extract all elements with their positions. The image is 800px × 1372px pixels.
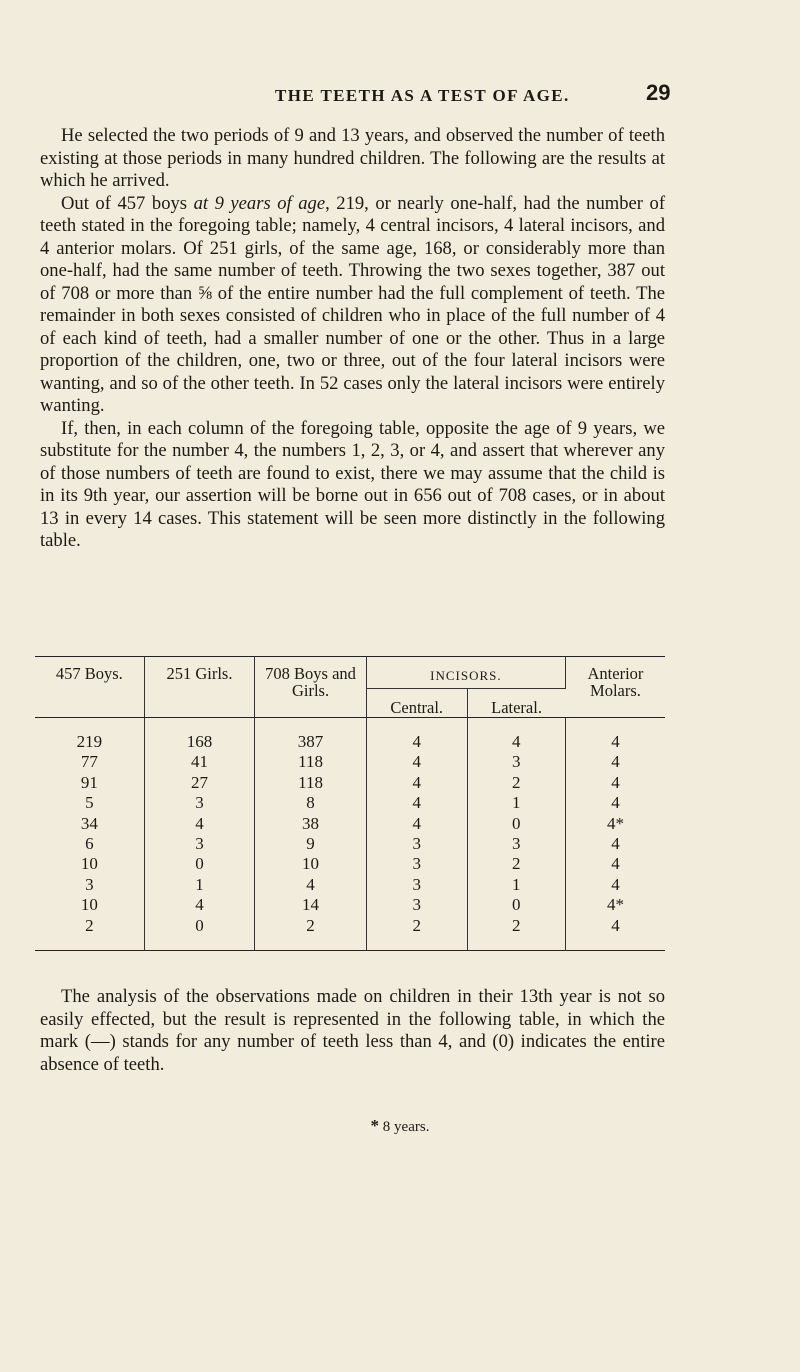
- table-cell: 2: [366, 916, 467, 936]
- table-cell: 219: [35, 732, 144, 752]
- table-cell: 3: [144, 834, 255, 854]
- page-number: 29: [646, 80, 671, 105]
- paragraph: He selected the two periods of 9 and 13 years, and observed the number of teeth existing at those periods in many hundred children. The following are the results at which he arrived.: [40, 125, 665, 191]
- table-cell: 4: [366, 773, 467, 793]
- table-cell: 1: [467, 793, 565, 813]
- table-cell: 4: [611, 854, 620, 874]
- table-row: [35, 875, 665, 895]
- table-cell: 77: [35, 752, 144, 772]
- table-cell: 0: [467, 814, 565, 834]
- table-cell: 34: [35, 814, 144, 834]
- header-incisors: INCISORS.: [366, 657, 565, 689]
- outro-text: [40, 986, 665, 1076]
- table-cell: 2: [255, 916, 367, 936]
- table-cell: 4: [366, 752, 467, 772]
- table-cell: 10: [35, 854, 144, 874]
- table-cell: 3: [366, 895, 467, 915]
- footnote: [0, 1116, 800, 1136]
- header-both: 708 Boys and Girls.: [255, 657, 367, 718]
- table-row: [35, 854, 665, 874]
- table-cell: 4: [366, 793, 467, 813]
- footnote-marker: *: [370, 1116, 380, 1135]
- table-row: [35, 752, 665, 772]
- paragraph: Out of 457 boys at 9 years of age, 219, or nearly one-half, had the number of teeth stated in the foregoing table; namely, 4 central incisors, 4 lateral incisors, and 4 anterior molars. Of 251 girls, of the same age, 168, or considerably more than one-half, had the same number of teeth. Throwing the two sexes together, 387 out of 708 or more than ⅝ of the entire number had the full complement of teeth. The remainder in both sexes consisted of children who in place of the full number of 4 of each kind of teeth, had a smaller number of one or the other. Thus in a large proportion of the children, one, two or three, out of the four lateral incisors were wanting, and so of the other teeth. In 52 cases only the lateral incisors were entirely wanting.: [40, 192, 666, 416]
- emphasis: at 9 years of age: [193, 192, 326, 214]
- header-boys: 457 Boys.: [35, 657, 144, 718]
- table-cell: 4: [611, 772, 620, 792]
- table-cell: 4: [255, 875, 367, 895]
- table-row: [35, 793, 665, 813]
- table-cell: 4: [144, 895, 255, 915]
- table-cell: 0: [144, 916, 255, 936]
- table-cell: 5: [35, 793, 144, 813]
- table-cell: 2: [467, 854, 565, 874]
- table-cell: 4: [366, 732, 467, 752]
- table-cell: 4: [611, 732, 620, 751]
- header-girls: 251 Girls.: [144, 657, 255, 718]
- table-row: [35, 773, 665, 793]
- table-cell: 1: [144, 875, 255, 895]
- table-cell: 4*: [606, 895, 624, 915]
- table-cell: 3: [467, 752, 565, 772]
- table-cell: 10: [35, 895, 144, 915]
- table-cell: 4: [611, 915, 620, 935]
- header-lateral: Lateral.: [467, 689, 565, 718]
- table-cell: 9: [255, 834, 367, 854]
- intro-text: [40, 125, 665, 553]
- table-cell: 118: [255, 773, 367, 793]
- table-cell: 41: [144, 752, 255, 772]
- table-cell: 2: [35, 916, 144, 936]
- table-cell: 3: [467, 834, 565, 854]
- table-cell: 38: [255, 814, 367, 834]
- table-cell: 3: [366, 875, 467, 895]
- header-central: Central.: [366, 689, 467, 718]
- table-cell: 3: [366, 834, 467, 854]
- table-cell: 6: [35, 834, 144, 854]
- table-cell: 2: [467, 916, 565, 936]
- table-body: [35, 718, 665, 951]
- table-cell: 4: [611, 752, 620, 772]
- running-header: [0, 80, 800, 110]
- paragraph: If, then, in each column of the foregoing table, opposite the age of 9 years, we substitute for the number 4, the numbers 1, 2, 3, or 4, and assert that wherever any of those numbers of teeth are found to exist, there we may assume that the child is in its 9th year, our assertion will be borne out in 656 out of 708 cases, or in about 13 in every 14 cases. This statement will be seen more distinctly in the following table.: [40, 417, 665, 551]
- table-row: [35, 732, 665, 752]
- footnote-text: 8 years.: [379, 1119, 430, 1135]
- table-cell: 4: [467, 732, 565, 752]
- table-cell: 3: [366, 854, 467, 874]
- table-cell: 4: [611, 834, 620, 854]
- table-cell: 4: [144, 814, 255, 834]
- table-cell: 118: [255, 752, 367, 772]
- table-row: [35, 814, 665, 834]
- table-cell: 0: [467, 895, 565, 915]
- table-cell: 4*: [606, 813, 624, 833]
- table-cell: 387: [255, 732, 367, 752]
- table-cell: 1: [467, 875, 565, 895]
- table-cell: 2: [467, 773, 565, 793]
- table-cell: 0: [144, 854, 255, 874]
- table-cell: 14: [255, 895, 367, 915]
- running-title: THE TEETH AS A TEST OF AGE.: [275, 86, 570, 105]
- table-cell: 8: [255, 793, 367, 813]
- table-cell: 27: [144, 773, 255, 793]
- table-row: [35, 916, 665, 936]
- table-row: [35, 895, 665, 915]
- table-row: [35, 834, 665, 854]
- teeth-table: [35, 656, 665, 951]
- header-molars: Anterior Molars.: [565, 657, 665, 718]
- paragraph: The analysis of the observations made on children in their 13th year is not so easily effected, but the result is represented in the following table, in which the mark (—) stands for any number of teeth less than 4, and (0) indicates the entire absence of teeth.: [40, 986, 665, 1075]
- table-cell: 168: [144, 732, 255, 752]
- table-cell: 91: [35, 773, 144, 793]
- table-cell: 4: [366, 814, 467, 834]
- table-cell: 10: [255, 854, 367, 874]
- table-cell: 3: [144, 793, 255, 813]
- table-cell: 3: [35, 875, 144, 895]
- table-cell: 4: [611, 793, 620, 813]
- table-cell: 4: [611, 874, 620, 894]
